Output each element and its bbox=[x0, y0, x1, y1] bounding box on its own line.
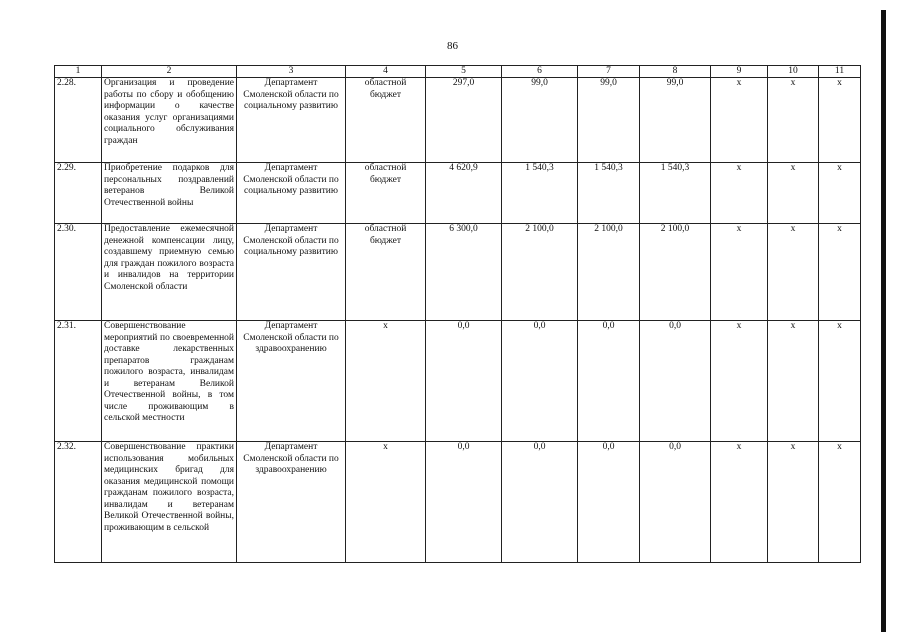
year-3-amount: 99,0 bbox=[640, 78, 711, 163]
column-header-9: 9 bbox=[711, 66, 768, 78]
funding-source: областной бюджет bbox=[346, 163, 426, 224]
column-header-4: 4 bbox=[346, 66, 426, 78]
table-row bbox=[55, 78, 861, 163]
executor: Департамент Смоленской области по социальному развитию bbox=[237, 78, 346, 163]
column-header-10: 10 bbox=[768, 66, 819, 78]
funding-source: областной бюджет bbox=[346, 224, 426, 321]
executor: Департамент Смоленской области по здравоохранению bbox=[237, 442, 346, 563]
total-amount: 6 300,0 bbox=[426, 224, 502, 321]
year-1-amount: 1 540,3 bbox=[502, 163, 578, 224]
total-amount: 297,0 bbox=[426, 78, 502, 163]
year-3-amount: 2 100,0 bbox=[640, 224, 711, 321]
column-header-1: 1 bbox=[55, 66, 102, 78]
indicator-col-9: х bbox=[711, 163, 768, 224]
column-header-6: 6 bbox=[502, 66, 578, 78]
table-row bbox=[55, 224, 861, 321]
indicator-col-10: х bbox=[768, 442, 819, 563]
column-header-2: 2 bbox=[102, 66, 237, 78]
table-row bbox=[55, 442, 861, 563]
indicator-col-9: х bbox=[711, 78, 768, 163]
activity-name: Совершенствование практики использования мобильных медицинских бригад для оказания медицинской помощи гражданам пожилого возраста, инвалидам и ветеранам Великой Отечественной войны, проживающим в сельской bbox=[102, 442, 237, 563]
indicator-col-9: х bbox=[711, 224, 768, 321]
item-number: 2.32. bbox=[55, 442, 102, 563]
indicator-col-11: х bbox=[819, 78, 861, 163]
indicator-col-10: х bbox=[768, 321, 819, 442]
year-2-amount: 99,0 bbox=[578, 78, 640, 163]
scan-edge-bar bbox=[881, 10, 886, 632]
year-3-amount: 1 540,3 bbox=[640, 163, 711, 224]
activity-name: Совершенствование мероприятий по своевременной доставке лекарственных препаратов гражданам пожилого возраста, инвалидам и ветеранам Великой Отечественной войны, в том числе проживающим в сельской местности bbox=[102, 321, 237, 442]
executor: Департамент Смоленской области по социальному развитию bbox=[237, 224, 346, 321]
year-2-amount: 0,0 bbox=[578, 321, 640, 442]
indicator-col-9: х bbox=[711, 442, 768, 563]
year-1-amount: 99,0 bbox=[502, 78, 578, 163]
column-header-8: 8 bbox=[640, 66, 711, 78]
column-number-row bbox=[55, 66, 861, 78]
indicator-col-11: х bbox=[819, 163, 861, 224]
column-header-7: 7 bbox=[578, 66, 640, 78]
activity-name: Предоставление ежемесячной денежной компенсации лицу, создавшему приемную семью для граждан пожилого возраста и инвалидов на территории Смоленской области bbox=[102, 224, 237, 321]
page-number: 86 bbox=[447, 40, 458, 52]
table-row bbox=[55, 163, 861, 224]
year-2-amount: 1 540,3 bbox=[578, 163, 640, 224]
funding-source: х bbox=[346, 442, 426, 563]
item-number: 2.31. bbox=[55, 321, 102, 442]
funding-source: областной бюджет bbox=[346, 78, 426, 163]
year-3-amount: 0,0 bbox=[640, 321, 711, 442]
total-amount: 0,0 bbox=[426, 442, 502, 563]
program-activities-table bbox=[54, 65, 861, 563]
total-amount: 0,0 bbox=[426, 321, 502, 442]
year-1-amount: 0,0 bbox=[502, 442, 578, 563]
funding-source: х bbox=[346, 321, 426, 442]
column-header-3: 3 bbox=[237, 66, 346, 78]
activity-name: Организация и проведение работы по сбору и обобщению информации о качестве оказания услуг организациями социального обслуживания граждан bbox=[102, 78, 237, 163]
indicator-col-11: х bbox=[819, 224, 861, 321]
item-number: 2.28. bbox=[55, 78, 102, 163]
column-header-5: 5 bbox=[426, 66, 502, 78]
indicator-col-10: х bbox=[768, 224, 819, 321]
column-header-11: 11 bbox=[819, 66, 861, 78]
indicator-col-10: х bbox=[768, 78, 819, 163]
year-2-amount: 0,0 bbox=[578, 442, 640, 563]
year-3-amount: 0,0 bbox=[640, 442, 711, 563]
total-amount: 4 620,9 bbox=[426, 163, 502, 224]
executor: Департамент Смоленской области по здравоохранению bbox=[237, 321, 346, 442]
year-1-amount: 0,0 bbox=[502, 321, 578, 442]
year-1-amount: 2 100,0 bbox=[502, 224, 578, 321]
item-number: 2.30. bbox=[55, 224, 102, 321]
indicator-col-11: х bbox=[819, 321, 861, 442]
indicator-col-10: х bbox=[768, 163, 819, 224]
executor: Департамент Смоленской области по социальному развитию bbox=[237, 163, 346, 224]
indicator-col-11: х bbox=[819, 442, 861, 563]
year-2-amount: 2 100,0 bbox=[578, 224, 640, 321]
item-number: 2.29. bbox=[55, 163, 102, 224]
indicator-col-9: х bbox=[711, 321, 768, 442]
table-row bbox=[55, 321, 861, 442]
activity-name: Приобретение подарков для персональных поздравлений ветеранов Великой Отечественной войны bbox=[102, 163, 237, 224]
